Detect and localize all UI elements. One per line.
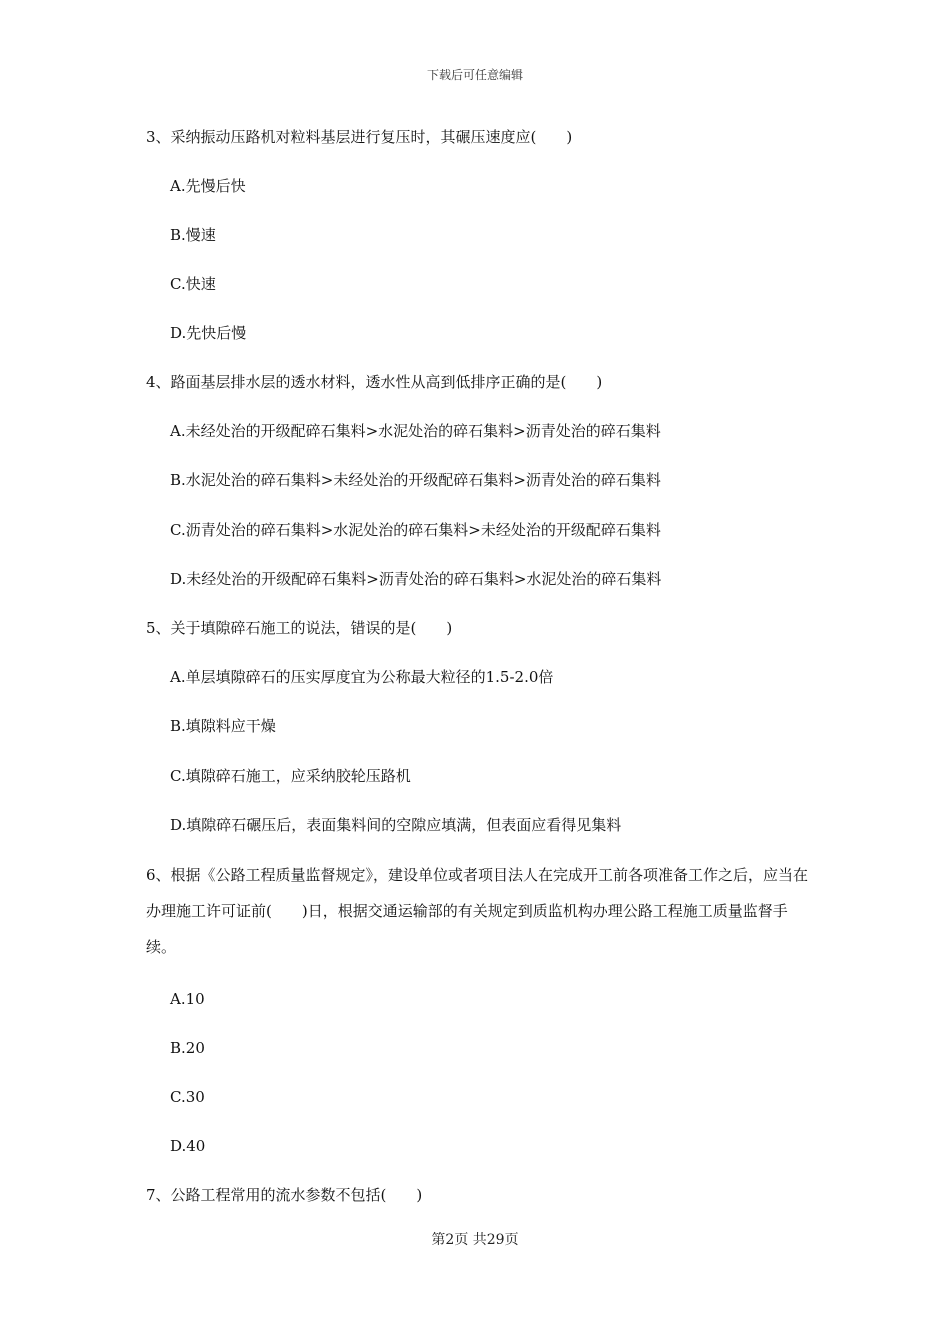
question-3-option-b: B.慢速 — [170, 226, 216, 244]
question-3-stem: 3、采纳振动压路机对粒料基层进行复压时，其碾压速度应( ) — [146, 128, 573, 146]
question-5-option-a: A.单层填隙碎石的压实厚度宜为公称最大粒径的1.5-2.0倍 — [170, 668, 554, 686]
page-footer: 第2页 共29页 — [431, 1232, 519, 1248]
question-3-option-d: D.先快后慢 — [170, 324, 247, 342]
question-3-option-c: C.快速 — [170, 275, 216, 293]
question-4-option-b: B.水泥处治的碎石集料>未经处治的开级配碎石集料>沥青处治的碎石集料 — [170, 471, 661, 489]
question-4-option-c: C.沥青处治的碎石集料>水泥处治的碎石集料>未经处治的开级配碎石集料 — [170, 521, 661, 539]
question-3-option-a: A.先慢后快 — [170, 177, 246, 195]
question-6-option-d: D.40 — [170, 1137, 206, 1155]
question-6-option-b: B.20 — [170, 1039, 205, 1057]
question-6-option-a: A.10 — [170, 990, 205, 1008]
question-5-option-c: C.填隙碎石施工，应采纳胶轮压路机 — [170, 767, 411, 785]
question-4-option-a: A.未经处治的开级配碎石集料>水泥处治的碎石集料>沥青处治的碎石集料 — [170, 422, 661, 440]
question-7-stem: 7、公路工程常用的流水参数不包括( ) — [146, 1186, 423, 1204]
question-6-stem: 6、根据《公路工程质量监督规定》，建设单位或者项目法人在完成开工前各项准备工作之后，应当在办理施工许可证前( )日，根据交通运输部的有关规定到质监机构办理公路工程施工质量监督手续。 — [146, 866, 809, 956]
question-4-stem: 4、路面基层排水层的透水材料，透水性从高到低排序正确的是( ) — [146, 373, 603, 391]
question-5-option-d: D.填隙碎石碾压后，表面集料间的空隙应填满，但表面应看得见集料 — [170, 816, 622, 834]
question-5-stem: 5、关于填隙碎石施工的说法，错误的是( ) — [146, 619, 453, 637]
question-6-option-c: C.30 — [170, 1088, 205, 1106]
page-header: 下载后可任意编辑 — [426, 68, 523, 82]
question-5-option-b: B.填隙料应干燥 — [170, 717, 276, 735]
question-4-option-d: D.未经处治的开级配碎石集料>沥青处治的碎石集料>水泥处治的碎石集料 — [170, 570, 662, 588]
